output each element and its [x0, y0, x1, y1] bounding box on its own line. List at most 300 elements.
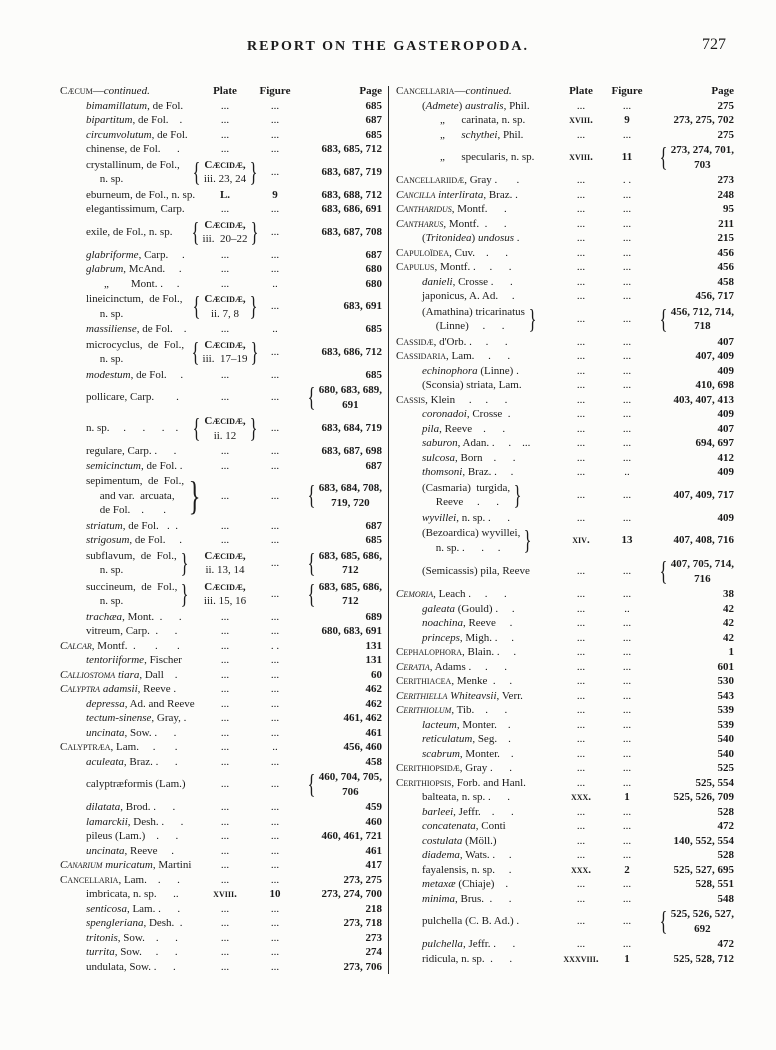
text-segment: , Montf. . . .	[91, 639, 180, 652]
page-cell: 42	[723, 631, 734, 644]
line	[422, 481, 510, 496]
name-wrap	[86, 624, 192, 639]
name-wrap	[86, 960, 192, 975]
nlines	[86, 202, 185, 217]
line	[86, 474, 184, 489]
line	[204, 414, 245, 429]
index-row	[396, 465, 734, 480]
nlines	[396, 645, 516, 660]
plate-lines	[571, 790, 591, 805]
figure-cell: ...	[270, 99, 280, 112]
name-wrap	[422, 407, 552, 422]
page-cell: 407, 408, 716	[673, 534, 734, 547]
line	[422, 436, 530, 451]
line	[422, 616, 512, 631]
index-row	[60, 142, 382, 157]
page-cell: 685	[365, 99, 382, 112]
page-lines	[319, 481, 382, 510]
figure-cell: ...	[270, 625, 280, 637]
text-segment: n. sp.	[86, 564, 124, 576]
nlines	[396, 84, 512, 99]
text-segment: , Sow. . .	[124, 726, 177, 739]
entry-name-cell	[396, 364, 552, 379]
text-segment: Cæcum	[60, 85, 93, 97]
text-segment: pulchella (C. B. Ad.) .	[422, 915, 520, 928]
figure-cell: 1	[624, 952, 630, 965]
text-segment: , Brod. . .	[120, 801, 176, 813]
line	[422, 495, 510, 510]
name-wrap	[60, 84, 192, 99]
text-segment: Cassidaria	[396, 350, 447, 362]
plate-cell: ...	[576, 588, 586, 600]
name-wrap	[86, 459, 192, 474]
text-segment: lacteum	[422, 718, 457, 731]
nlines	[86, 653, 182, 668]
line	[204, 594, 246, 609]
text-segment: , Carp. .	[138, 248, 185, 261]
line	[204, 158, 246, 173]
nlines	[422, 892, 512, 907]
text-segment: metaxæ	[422, 878, 456, 890]
page-cell	[644, 557, 734, 586]
figure-cell: ...	[622, 747, 632, 760]
text-segment: muricatum	[102, 859, 153, 871]
figure-cell: ...	[270, 610, 280, 623]
brace-right: }	[249, 413, 258, 443]
entry-name-cell	[60, 292, 192, 321]
name-wrap	[422, 511, 552, 526]
index-row	[396, 422, 734, 437]
nlines	[422, 275, 513, 290]
entry-name-cell	[396, 564, 552, 579]
page-cell	[644, 305, 734, 334]
line: 719, 720	[331, 496, 370, 509]
index-row	[396, 805, 734, 820]
figure-cell: ...	[622, 232, 632, 244]
text-segment: , Mont. . .	[122, 610, 182, 623]
page-lines	[319, 383, 382, 412]
plate-lines	[213, 887, 237, 902]
page-cell: 461, 462	[343, 712, 382, 724]
plate-cell: ...	[220, 654, 230, 666]
text-segment: , Adams . . .	[429, 660, 508, 673]
name-wrap	[86, 815, 192, 830]
figure-cell: ...	[622, 451, 632, 464]
plate-cell: ...	[576, 511, 586, 524]
nlines	[422, 877, 508, 892]
entry-name-cell	[60, 639, 192, 654]
line	[86, 489, 184, 504]
brace-left: {	[307, 382, 316, 412]
line	[203, 218, 248, 233]
line: 691	[342, 398, 359, 411]
figure-cell: ...	[622, 762, 632, 774]
text-segment: sulcosa	[422, 451, 455, 464]
text-segment: , Blain. . .	[462, 646, 517, 658]
plate-cell: ...	[576, 762, 586, 774]
text-segment: semicinctum	[86, 459, 141, 472]
text-segment: iii. 15, 16	[203, 595, 247, 607]
page-cell: 218	[365, 902, 382, 915]
entry-name-cell	[396, 407, 552, 422]
index-row	[60, 639, 382, 654]
brace-right: }	[180, 547, 189, 578]
name-wrap	[422, 790, 552, 805]
text-segment: , Wats. . .	[459, 849, 512, 861]
plate-cell	[192, 549, 258, 578]
nlines	[86, 580, 177, 609]
nlines	[422, 511, 510, 526]
figure-cell: ...	[270, 128, 280, 141]
index-row	[396, 747, 734, 762]
line	[86, 459, 183, 474]
index-row	[60, 549, 382, 578]
page-cell: 683, 691	[343, 300, 382, 313]
plate-cell: ...	[576, 747, 586, 760]
line	[422, 99, 530, 114]
entry-name-cell	[60, 755, 192, 770]
plate-cell: ...	[220, 801, 230, 813]
nlines	[396, 776, 526, 791]
page-cell: 525, 554	[695, 776, 734, 789]
index-row	[396, 99, 734, 114]
text-segment: coronadoi	[422, 408, 467, 420]
text-segment: reticulatum	[422, 733, 473, 745]
text-segment: Ceratia	[396, 660, 430, 673]
nlines	[86, 262, 182, 277]
text-segment: ii. 13, 14	[205, 564, 245, 576]
entry-name-cell	[60, 421, 192, 436]
text-segment: circumvolutum	[86, 128, 152, 141]
text-segment: Canarium	[60, 859, 103, 871]
page-cell: 409	[717, 511, 734, 524]
nlines	[86, 519, 178, 534]
figure-cell: ...	[622, 878, 632, 890]
nlines	[86, 829, 178, 844]
name-wrap	[396, 84, 552, 99]
line	[440, 128, 523, 143]
index-row	[396, 877, 734, 892]
figure-cell: ...	[270, 445, 280, 457]
text-segment: Cemoria	[396, 588, 434, 600]
text-segment: (Linne) .	[477, 364, 519, 377]
index-row	[396, 451, 734, 466]
entry-name-cell	[396, 246, 552, 261]
nlines	[86, 945, 178, 960]
brace-right: }	[250, 216, 259, 247]
entry-name-cell	[396, 511, 552, 526]
plate-cell: ...	[576, 892, 586, 905]
name-wrap	[86, 800, 192, 815]
text-segment: de Fol. . .	[86, 504, 167, 516]
nlines	[86, 338, 184, 367]
figure-cell: ...	[622, 646, 632, 658]
text-segment: lamarckii	[86, 815, 128, 828]
page-cell: 456, 717	[695, 290, 734, 302]
text-segment: ii. 12	[213, 429, 237, 442]
entry-name-cell	[60, 668, 192, 683]
name-wrap	[86, 711, 192, 726]
entry-name-cell	[396, 217, 552, 232]
page-cell: 528	[717, 849, 734, 861]
plate-cell: ...	[576, 451, 586, 464]
nlines	[422, 481, 510, 510]
plate-cell	[192, 158, 258, 187]
page-cell: 685	[365, 368, 382, 381]
text-segment: glabrum	[86, 263, 124, 275]
line	[422, 790, 510, 805]
line	[60, 858, 191, 873]
nlines	[396, 202, 507, 217]
page-cell: 525	[717, 762, 734, 774]
figure-cell: ...	[622, 128, 632, 141]
name-wrap	[440, 150, 552, 165]
text-segment: costulata	[422, 834, 463, 847]
text-segment: (Möll.)	[462, 834, 497, 847]
entry-name-cell	[60, 519, 192, 534]
plate-cell: ...	[220, 99, 230, 112]
name-wrap	[86, 844, 192, 859]
entry-name-cell	[60, 549, 192, 578]
page-cell: 410, 698	[695, 379, 734, 391]
line	[60, 682, 176, 697]
name-wrap	[422, 364, 552, 379]
text-segment: n. sp. . . .	[422, 541, 501, 554]
page-cell: 683, 686, 691	[321, 203, 382, 215]
entry-name-cell	[60, 225, 192, 240]
nlines	[86, 390, 179, 405]
brace-left: {	[307, 578, 316, 609]
nlines	[104, 277, 179, 292]
text-segment: (Sconsia) striata, Lam.	[422, 379, 522, 391]
line	[213, 887, 237, 902]
figure-cell: ...	[622, 689, 632, 702]
entry-name-cell	[60, 248, 192, 263]
text-segment: )	[471, 232, 478, 244]
name-wrap	[86, 653, 192, 668]
nlines	[422, 805, 514, 820]
line	[86, 549, 177, 564]
line: 680, 683, 689,	[318, 384, 382, 396]
text-segment: continued.	[103, 85, 150, 97]
entry-name-cell	[396, 660, 552, 675]
entry-name-cell	[396, 393, 552, 408]
plate-cell	[552, 113, 610, 128]
text-segment: „	[440, 128, 462, 141]
figure-cell: 10	[269, 888, 281, 900]
plate-cell: ...	[576, 312, 586, 325]
name-wrap	[422, 952, 552, 967]
entry-name-cell	[60, 902, 192, 917]
name-wrap	[86, 128, 192, 143]
line	[396, 393, 507, 408]
text-segment: , de Fol.	[147, 99, 184, 112]
page-cell: 456, 460	[343, 741, 382, 753]
brace-right: }	[523, 525, 532, 555]
entry-name-cell	[60, 368, 192, 383]
index-row	[60, 533, 382, 548]
text-segment: noachina	[422, 617, 463, 629]
line	[422, 422, 505, 437]
index-row	[396, 289, 734, 304]
name-wrap	[422, 892, 552, 907]
line	[422, 526, 520, 541]
nlines	[422, 732, 511, 747]
line	[396, 217, 507, 232]
nlines	[422, 863, 512, 878]
plate-cell	[192, 292, 258, 321]
page-cell: 683, 687, 708	[321, 225, 382, 238]
line	[86, 815, 183, 830]
entry-name-cell	[396, 99, 552, 114]
index-row	[396, 481, 734, 510]
figure-cell: ...	[622, 350, 632, 362]
line	[60, 668, 178, 683]
nlines	[60, 639, 180, 654]
line	[86, 352, 184, 367]
index-row	[60, 188, 382, 203]
nlines	[86, 916, 183, 931]
index-row	[396, 819, 734, 834]
line	[86, 225, 172, 240]
line: 718	[694, 320, 711, 332]
text-segment: adamsii	[100, 683, 138, 695]
figure-cell: ...	[270, 143, 280, 155]
entry-name-cell	[60, 262, 192, 277]
text-segment: , Sow. . .	[117, 931, 178, 944]
text-segment: Cancellaria	[60, 873, 119, 886]
page-cell	[644, 143, 734, 172]
index-row	[396, 602, 734, 617]
name-wrap	[86, 322, 192, 337]
nlines	[422, 422, 505, 437]
line	[440, 150, 534, 165]
line	[396, 188, 518, 203]
index-row	[60, 668, 382, 683]
plate-cell: Plate	[213, 85, 237, 97]
line	[422, 819, 506, 834]
name-wrap	[396, 260, 552, 275]
figure-cell: ...	[622, 820, 632, 832]
plate-cell: ...	[576, 565, 586, 578]
page-cell: 409	[717, 408, 734, 420]
plate-cell	[552, 150, 610, 165]
page-cell: 683, 687, 719	[321, 165, 382, 178]
page-cell: 273, 275	[343, 873, 382, 886]
line	[422, 952, 512, 967]
nlines	[422, 819, 506, 834]
name-wrap	[422, 718, 552, 733]
entry-name-cell	[60, 580, 192, 609]
page-cell: 689	[365, 610, 382, 623]
line	[396, 674, 512, 689]
nlines	[86, 188, 195, 203]
brace-left: {	[659, 906, 668, 936]
text-segment: —	[92, 85, 104, 97]
text-segment: exile, de Fol., n. sp.	[86, 225, 173, 238]
figure-cell: ...	[622, 408, 632, 420]
text-segment: and var. arcuata,	[86, 489, 175, 502]
figure-cell: ...	[622, 915, 632, 928]
page-cell: 60	[371, 668, 382, 681]
line	[396, 349, 510, 364]
nlines	[422, 747, 514, 762]
page-cell: 95	[723, 203, 734, 215]
nlines	[396, 393, 507, 408]
nlines	[422, 848, 512, 863]
text-segment: microcyclus, de Fol.,	[86, 338, 185, 351]
text-segment: (Casmaria) turgida,	[422, 481, 511, 494]
index-row	[396, 616, 734, 631]
index-row	[60, 711, 382, 726]
text-segment: concatenata	[422, 820, 476, 832]
name-wrap	[86, 158, 192, 187]
text-segment: tentoriiforme	[86, 654, 145, 666]
text-segment: , Jeffr. . .	[453, 805, 514, 818]
page-cell: 273	[365, 931, 382, 944]
nlines	[440, 113, 525, 128]
text-segment: imbricata, n. sp. ..	[86, 888, 179, 900]
nlines	[86, 421, 178, 436]
name-wrap	[422, 481, 552, 510]
text-segment: xviii.	[213, 888, 237, 900]
entry-name-cell	[60, 624, 192, 639]
line	[86, 945, 178, 960]
nlines	[396, 260, 511, 275]
index-row	[396, 275, 734, 290]
plate-cell: Plate	[569, 85, 593, 97]
text-segment: )	[458, 99, 466, 112]
entry-name-cell	[396, 231, 552, 246]
line: 706	[342, 785, 359, 798]
nlines	[86, 158, 180, 187]
text-segment: L.	[219, 188, 231, 201]
nlines	[396, 217, 507, 232]
index-row	[60, 474, 382, 518]
name-wrap	[60, 682, 192, 697]
text-segment: Capulus	[396, 261, 435, 273]
plate-cell: ...	[220, 712, 230, 724]
nlines	[86, 800, 175, 815]
line: 683, 684, 708,	[318, 482, 382, 495]
figure-cell: ...	[270, 203, 280, 215]
plate-cell	[192, 338, 258, 367]
brace-left: {	[307, 769, 316, 799]
index-row	[60, 277, 382, 292]
index-row	[396, 790, 734, 805]
line	[203, 232, 248, 247]
text-segment: , Menke . .	[451, 675, 513, 687]
text-segment: , Braz. .	[483, 188, 518, 201]
text-segment: vitreum, Carp. . .	[86, 625, 178, 637]
line	[86, 624, 177, 639]
page-cell: 140, 552, 554	[673, 834, 734, 847]
plate-cell	[552, 863, 610, 878]
page-cell: 543	[717, 689, 734, 702]
page-cell: 458	[365, 755, 382, 768]
entry-name-cell	[60, 740, 192, 755]
line	[60, 740, 177, 755]
plate-cell: ...	[220, 203, 230, 215]
text-segment: „ Mont. . .	[104, 277, 180, 290]
line	[422, 275, 513, 290]
name-wrap	[396, 246, 552, 261]
figure-cell: ...	[622, 511, 632, 524]
line: 712	[342, 564, 359, 576]
text-segment: aculeata	[86, 755, 124, 768]
entry-name-cell	[396, 848, 552, 863]
line	[422, 937, 515, 952]
